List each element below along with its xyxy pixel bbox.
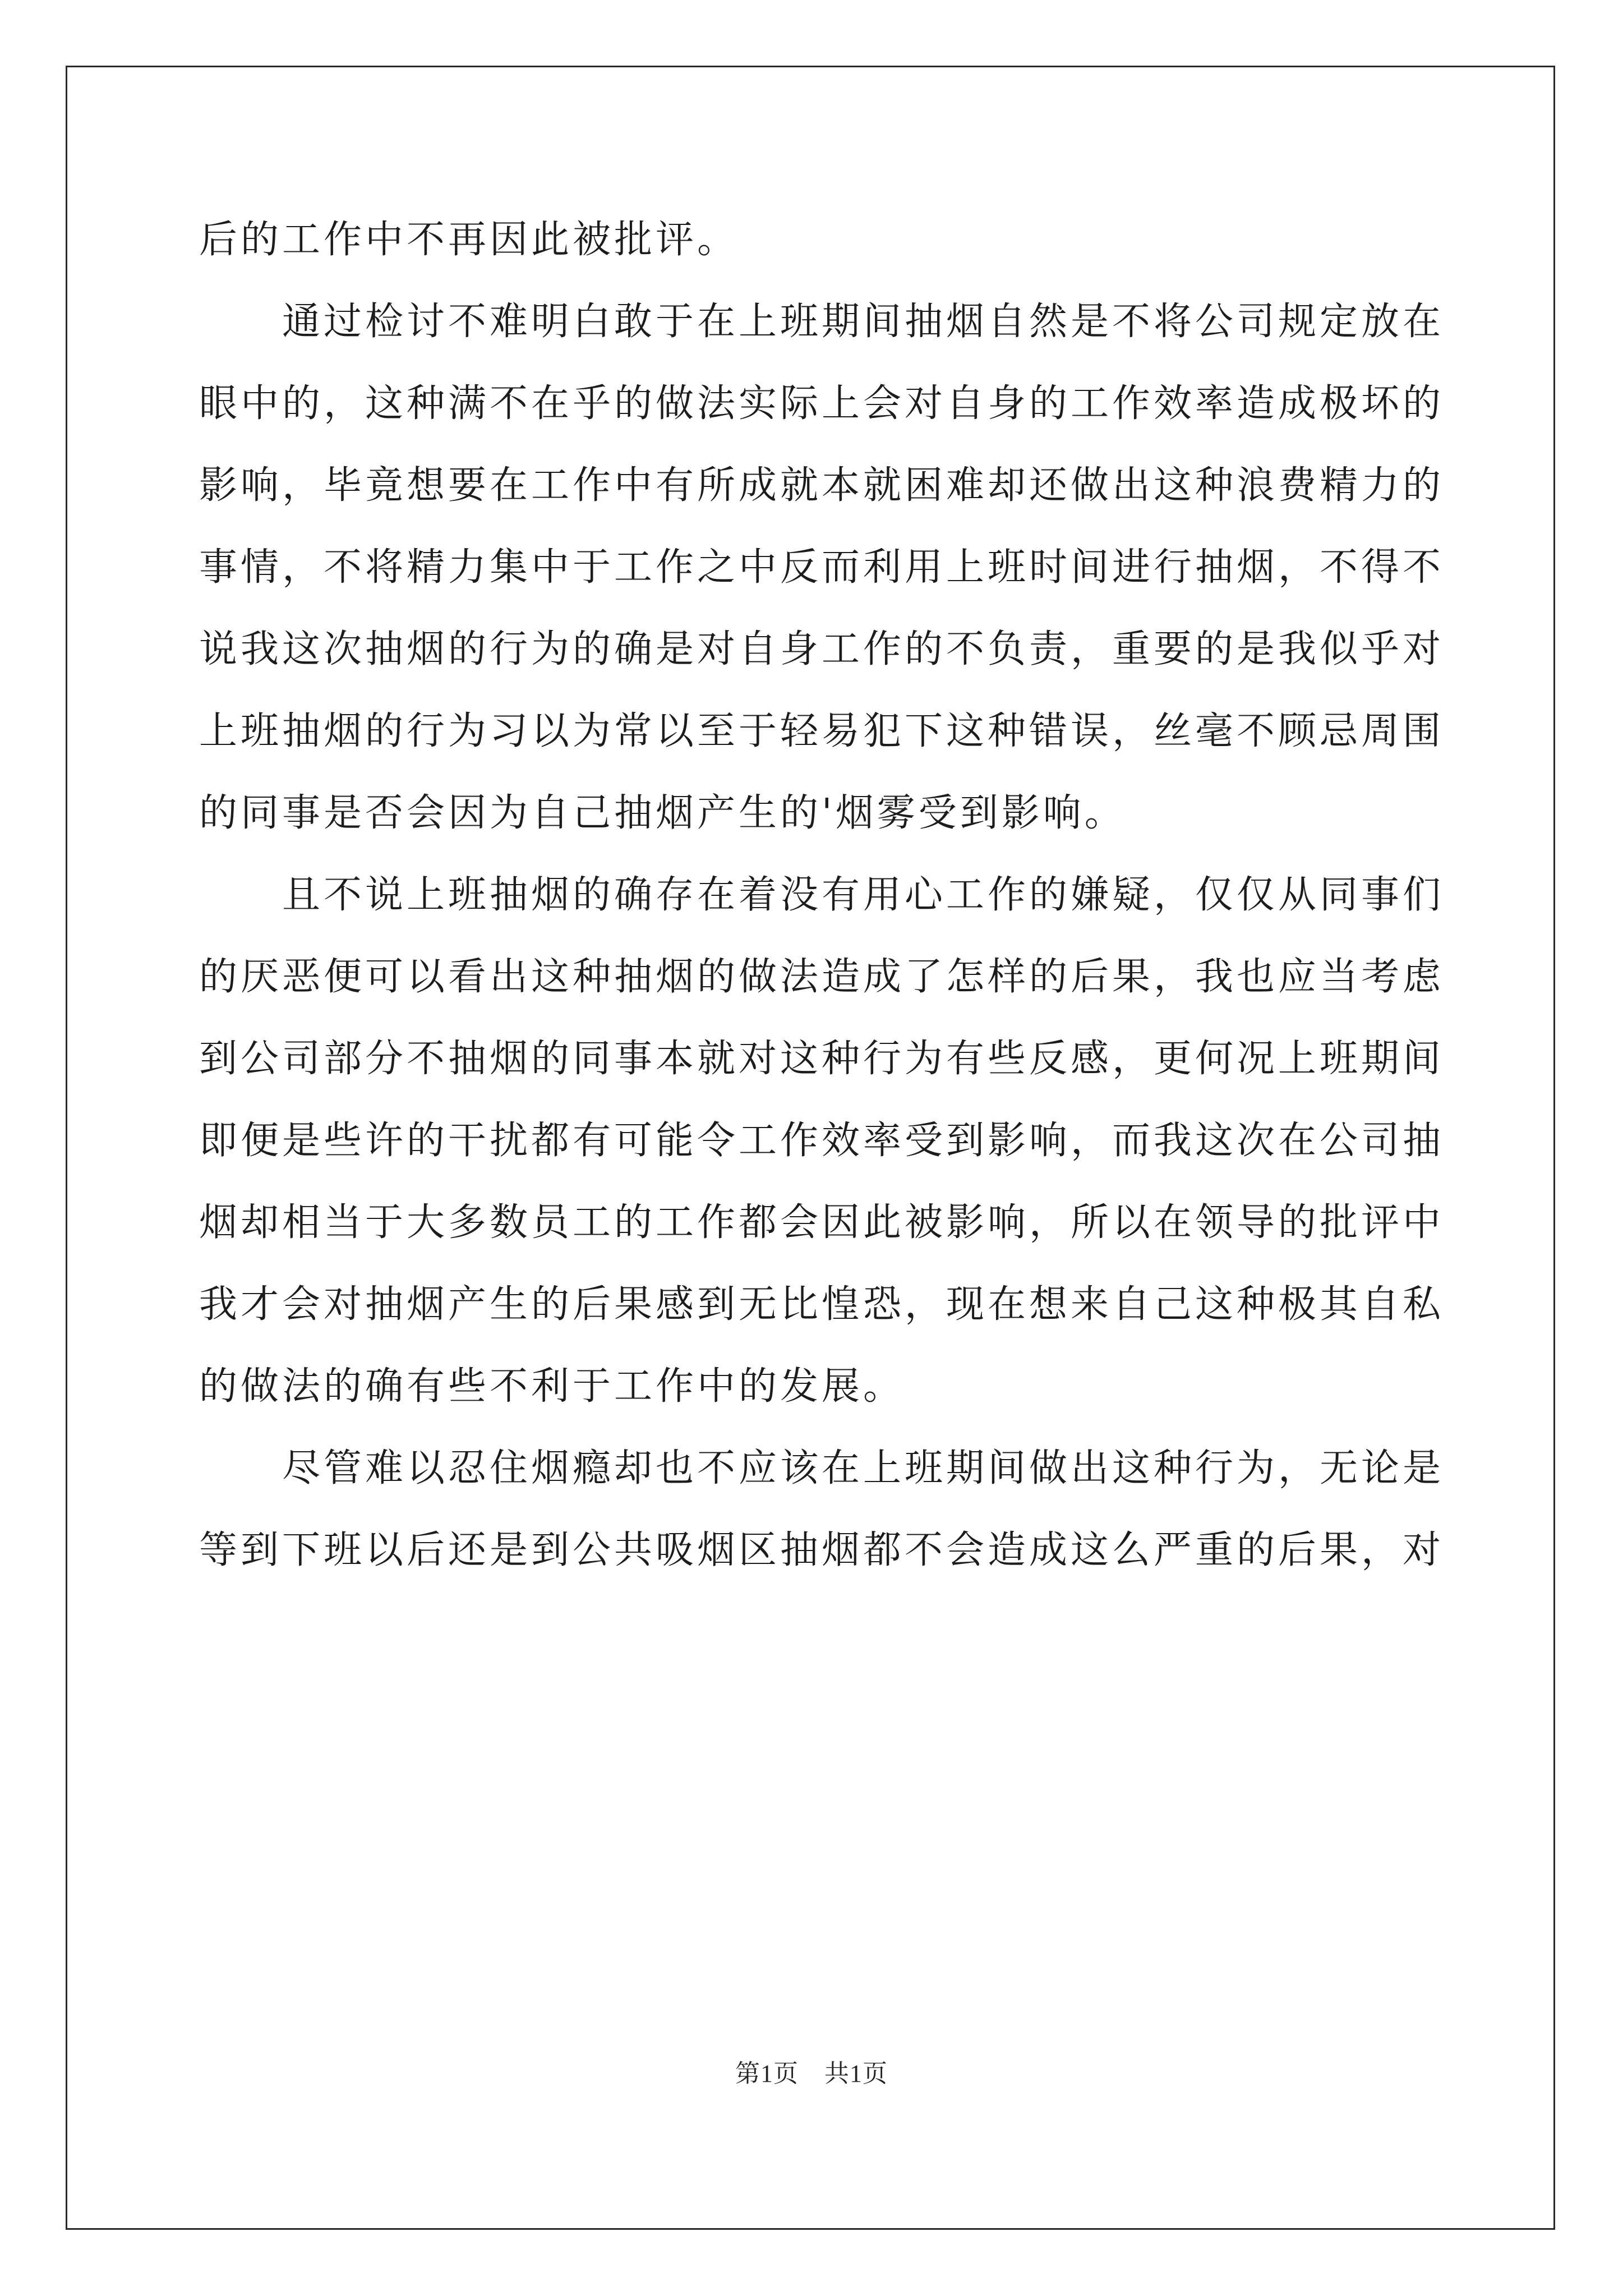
text-line: 等到下班以后还是到公共吸烟区抽烟都不会造成这么严重的后果，对 [199,1528,1445,1572]
text-line: 通过检讨不难明白敢于在上班期间抽烟自然是不将公司规定放在 [282,300,1445,344]
text-line: 我才会对抽烟产生的后果感到无比惶恐，现在想来自己这种极其自私 [199,1282,1445,1327]
text-line: 尽管难以忍住烟瘾却也不应该在上班期间做出这种行为，无论是 [282,1446,1445,1490]
text-line: 的做法的确有些不利于工作中的发展。 [199,1364,905,1409]
page-number-current: 第1页 [735,2060,799,2087]
page-footer [0,2053,1623,2089]
text-line: 且不说上班抽烟的确存在着没有用心工作的嫌疑，仅仅从同事们 [282,873,1445,917]
document-body [199,199,1445,1591]
text-line: 即便是些许的干扰都有可能令工作效率受到影响，而我这次在公司抽 [199,1119,1445,1163]
text-line: 影响，毕竟想要在工作中有所成就本就困难却还做出这种浪费精力的 [199,463,1445,508]
text-line: 的同事是否会因为自己抽烟产生的'烟雾受到影响。 [199,791,1126,835]
text-line: 到公司部分不抽烟的同事本就对这种行为有些反感，更何况上班期间 [199,1037,1445,1081]
text-line: 的厌恶便可以看出这种抽烟的做法造成了怎样的后果，我也应当考虑 [199,955,1445,999]
text-line: 事情，不将精力集中于工作之中反而利用上班时间进行抽烟，不得不 [199,545,1445,590]
text-line: 说我这次抽烟的行为的确是对自身工作的不负责，重要的是我似乎对 [199,627,1445,671]
text-line: 眼中的，这种满不在乎的做法实际上会对自身的工作效率造成极坏的 [199,381,1445,426]
text-line: 烟却相当于大多数员工的工作都会因此被影响，所以在领导的批评中 [199,1200,1445,1245]
text-line: 后的工作中不再因此被批评。 [199,218,739,262]
page-number-total: 共1页 [824,2060,888,2087]
text-line: 上班抽烟的行为习以为常以至于轻易犯下这种错误，丝毫不顾忌周围 [199,709,1445,753]
